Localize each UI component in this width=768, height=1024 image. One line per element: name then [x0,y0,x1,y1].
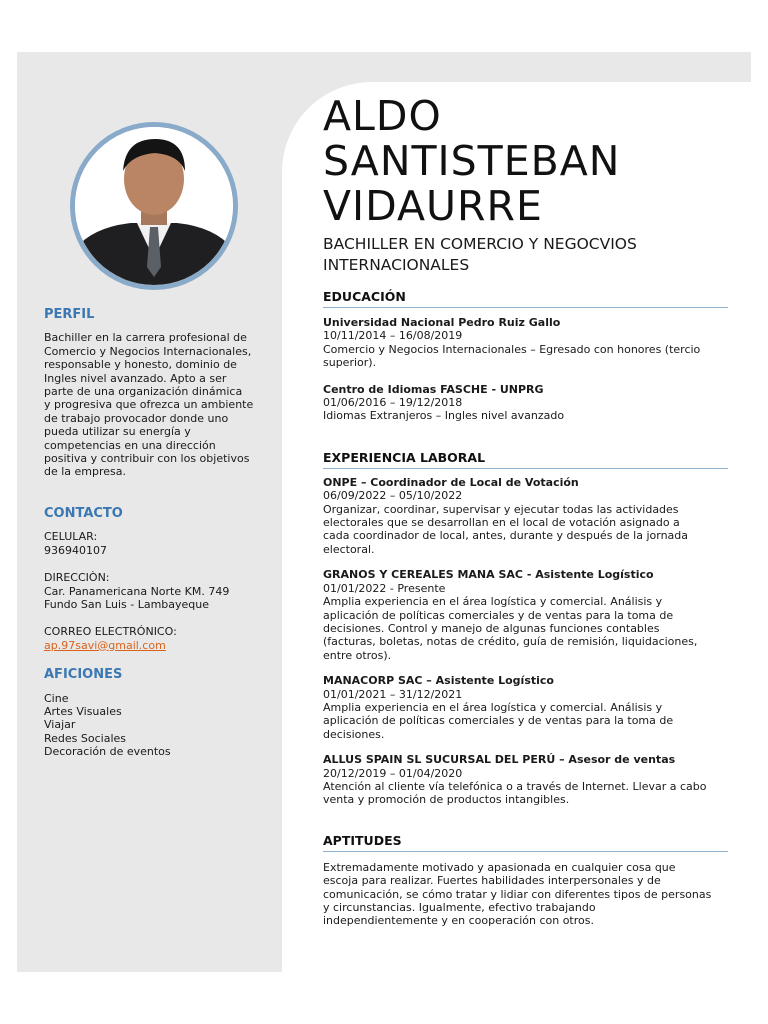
profile-text [44,331,268,478]
entry-desc-line: (facturas, boletas, notas de crédito, guía de remisión, liquidaciones, [323,635,698,649]
sidebar [44,308,268,759]
entry-dates: 10/11/2014 – 16/08/2019 [323,329,463,343]
skills-heading: APTITUDES [323,833,728,852]
person-portrait-icon [75,127,233,285]
profile-line: responsable y honesto, dominio de [44,358,237,372]
experience-entry [323,753,728,807]
skills-line: independientemente y en cooperación con otros. [323,914,594,928]
email-link[interactable]: ap.97savi@gmail.com [44,638,166,652]
address-label: DIRECCIÒN: [44,571,110,585]
education-entry [323,316,728,370]
education-heading: EDUCACIÓN [323,289,728,308]
name-line: ALDO [323,92,442,140]
subtitle-line: INTERNACIONALES [323,256,470,274]
hobby-item: Decoración de eventos [44,745,171,759]
phone-value: 936940107 [44,543,107,557]
name-line: SANTISTEBAN [323,137,621,185]
profile-line: de la empresa. [44,465,127,479]
profile-line: pueda utilizar su energía y [44,425,191,439]
entry-desc-line: Amplia experiencia en el área logística y comercial. Análisis y [323,700,663,714]
education-entry [323,383,728,423]
job-title [323,234,728,276]
hobby-item: Viajar [44,718,76,732]
contact-block [44,530,268,652]
skills-text [323,861,728,928]
entry-desc-line: Comercio y Negocios Internacionales – Egresado con honores (tercio [323,342,701,356]
profile-line: y progresiva que ofrezca un ambiente [44,398,254,412]
skills-line: y circunstancias. Igualmente, efectivo trabajando [323,901,596,914]
job-heading: ONPE – Coordinador de Local de Votación [323,475,579,489]
entry-desc-line: aplicación de políticas comerciales y de ventas para la toma de [323,608,674,622]
hobby-item: Cine [44,691,69,705]
profile-line: de trabajo provocador donde uno [44,411,229,425]
entry-desc-line: cada coordinador de local, antes, durante y después de la jornada [323,529,689,543]
contact-heading: CONTACTO [44,505,123,521]
full-name [323,94,728,229]
job-heading: MANACORP SAC – Asistente Logístico [323,674,554,688]
profile-line: Comercio y Negocios Internacionales, [44,344,252,358]
institution-name: Universidad Nacional Pedro Ruiz Gallo [323,316,561,329]
entry-desc-line: venta y promoción de productos intangibles. [323,793,570,807]
entry-desc-line: Organizar, coordinar, supervisar y ejecutar todas las actividades [323,502,679,516]
experience-entry [323,674,728,741]
experience-heading: EXPERIENCIA LABORAL [323,450,728,469]
entry-desc-line: electoral. [323,542,375,556]
skills-line: comunicación, se cómo tratar y lidiar con diferentes tipos de personas [323,887,712,901]
experience-entry [323,476,728,556]
entry-desc-line: entre otros). [323,648,392,662]
main-content [323,94,728,928]
job-heading: GRANOS Y CEREALES MANA SAC - Asistente Logístico [323,568,654,582]
profile-line: Bachiller en la carrera profesional de [44,331,247,345]
entry-desc-line: electorales que se desarrollan en el local de votación asignado a [323,516,680,530]
experience-entry [323,568,728,662]
hobbies-list [44,692,268,759]
profile-line: competencias en una dirección [44,438,216,452]
skills-line: escoja para realizar. Fuertes habilidades interpersonales y de [323,874,661,888]
entry-dates: 06/09/2022 – 05/10/2022 [323,489,463,503]
entry-desc-line: aplicación de políticas comerciales y de ventas para la toma de [323,714,674,728]
entry-dates: 01/01/2022 - Presente [323,581,446,595]
name-line: VIDAURRE [323,182,543,230]
institution-name: Centro de Idiomas FASCHE - UNPRG [323,382,544,396]
entry-dates: 20/12/2019 – 01/04/2020 [323,766,463,780]
entry-desc-line: Idiomas Extranjeros – Ingles nivel avanzado [323,409,565,423]
email-label: CORREO ELECTRÓNICO: [44,625,177,639]
entry-desc-line: decisiones. Control y manejo de algunas funciones contables [323,621,660,635]
profile-line: positiva y contribuir con los objetivos [44,452,250,466]
address-line: Fundo San Luis - Lambayeque [44,597,210,611]
address-line: Car. Panamericana Norte KM. 749 [44,584,230,598]
skills-line: Extremadamente motivado y apasionada en cualquier cosa que [323,860,676,874]
entry-desc-line: Amplia experiencia en el área logística y comercial. Análisis y [323,595,663,609]
entry-dates: 01/06/2016 – 19/12/2018 [323,396,463,410]
phone-label: CELULAR: [44,530,98,544]
subtitle-line: BACHILLER EN COMERCIO Y NEGOCVIOS [323,235,637,253]
entry-dates: 01/01/2021 – 31/12/2021 [323,687,463,701]
profile-line: Ingles nivel avanzado. Apto a ser [44,371,227,385]
hobbies-heading: AFICIONES [44,667,123,683]
profile-heading: PERFIL [44,307,95,322]
profile-photo [70,122,238,290]
entry-desc-line: decisiones. [323,727,385,741]
hobby-item: Redes Sociales [44,731,127,745]
job-heading: ALLUS SPAIN SL SUCURSAL DEL PERÚ – Asesor de ventas [323,753,676,767]
hobby-item: Artes Visuales [44,704,122,718]
profile-line: parte de una organización dinámica [44,385,243,399]
entry-desc-line: Atención al cliente vía telefónica o a través de Internet. Llevar a cabo [323,779,707,793]
entry-desc-line: superior). [323,356,377,370]
